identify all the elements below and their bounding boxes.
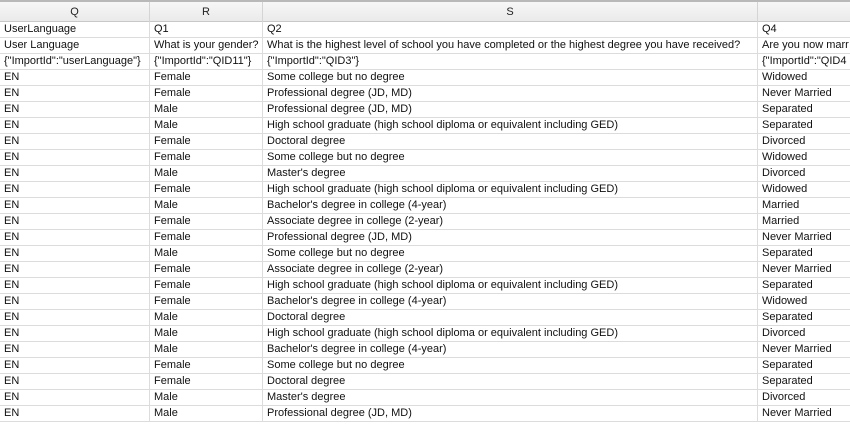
table-row (0, 390, 850, 406)
table-cell[interactable]: Bachelor's degree in college (4-year) (263, 342, 758, 357)
table-cell[interactable]: Q4 (762, 23, 777, 35)
table-cell[interactable]: Divorced (762, 391, 806, 403)
table-cell[interactable]: Divorced (762, 135, 806, 147)
table-cell[interactable]: Some college but no degree (263, 246, 758, 261)
table-cell[interactable]: Associate degree in college (2-year) (263, 262, 758, 277)
table-cell[interactable]: Female (150, 86, 263, 101)
table-cell[interactable]: Never Married (762, 263, 832, 275)
table-row (0, 278, 850, 294)
table-cell[interactable]: Professional degree (JD, MD) (263, 230, 758, 245)
table-row (0, 70, 850, 86)
table-cell[interactable]: Female (150, 150, 263, 165)
table-cell[interactable]: Separated (762, 103, 813, 115)
table-cell[interactable]: High school graduate (high school diploma or equivalent including GED) (263, 278, 758, 293)
table-cell[interactable]: High school graduate (high school diploma or equivalent including GED) (263, 118, 758, 133)
table-cell[interactable]: Q1 (150, 22, 263, 37)
column-header-r[interactable]: R (150, 2, 263, 22)
table-cell[interactable]: Divorced (762, 327, 806, 339)
table-cell[interactable]: Male (150, 326, 263, 341)
table-cell[interactable]: Widowed (762, 295, 808, 307)
table-cell[interactable]: Female (150, 214, 263, 229)
header-row (0, 54, 850, 70)
table-cell[interactable]: Bachelor's degree in college (4-year) (263, 294, 758, 309)
table-cell[interactable]: What is the highest level of school you have completed or the highest degree you have received? (263, 38, 758, 53)
table-cell[interactable]: Doctoral degree (263, 310, 758, 325)
table-row (0, 310, 850, 326)
table-cell[interactable]: Male (150, 246, 263, 261)
table-row (0, 214, 850, 230)
table-row (0, 406, 850, 422)
table-cell[interactable]: EN (0, 118, 150, 133)
table-row (0, 102, 850, 118)
table-cell[interactable]: EN (0, 374, 150, 389)
table-cell[interactable]: What is your gender? (150, 38, 263, 53)
table-cell[interactable]: EN (0, 310, 150, 325)
table-cell[interactable]: Female (150, 262, 263, 277)
table-row (0, 374, 850, 390)
table-cell[interactable]: Female (150, 230, 263, 245)
table-cell[interactable]: {"ImportId":"QID11"} (150, 54, 263, 69)
table-cell[interactable]: Female (150, 70, 263, 85)
table-row (0, 198, 850, 214)
table-row (0, 134, 850, 150)
table-cell[interactable]: Separated (762, 375, 813, 387)
table-cell[interactable]: Separated (762, 359, 813, 371)
table-cell[interactable]: {"ImportId":"QID4 (762, 55, 847, 67)
table-cell[interactable]: Married (762, 215, 800, 227)
table-cell[interactable]: EN (0, 102, 150, 117)
table-cell[interactable]: UserLanguage (0, 22, 150, 37)
table-cell[interactable]: Master's degree (263, 166, 758, 181)
table-cell[interactable]: Associate degree in college (2-year) (263, 214, 758, 229)
table-cell[interactable]: Male (150, 166, 263, 181)
table-cell[interactable]: User Language (0, 38, 150, 53)
table-cell[interactable]: Married (762, 199, 800, 211)
table-cell[interactable]: EN (0, 406, 150, 421)
table-cell[interactable]: {"ImportId":"QID3"} (263, 54, 758, 69)
table-cell[interactable]: Separated (762, 119, 813, 131)
header-row (0, 38, 850, 54)
table-cell[interactable]: EN (0, 198, 150, 213)
table-row (0, 326, 850, 342)
table-cell[interactable]: Some college but no degree (263, 150, 758, 165)
header-row (0, 22, 850, 38)
table-cell[interactable]: Male (150, 118, 263, 133)
table-cell[interactable]: High school graduate (high school diploma or equivalent including GED) (263, 182, 758, 197)
table-cell[interactable]: Professional degree (JD, MD) (263, 102, 758, 117)
table-row (0, 230, 850, 246)
table-cell[interactable]: {"ImportId":"userLanguage"} (0, 54, 150, 69)
table-cell[interactable]: EN (0, 86, 150, 101)
table-cell[interactable]: Widowed (762, 71, 808, 83)
table-cell[interactable]: Professional degree (JD, MD) (263, 406, 758, 421)
table-cell[interactable]: EN (0, 358, 150, 373)
table-cell[interactable]: Master's degree (263, 390, 758, 405)
table-row (0, 262, 850, 278)
table-cell[interactable]: Male (150, 198, 263, 213)
table-cell[interactable]: Female (150, 278, 263, 293)
table-cell[interactable]: Professional degree (JD, MD) (263, 86, 758, 101)
table-cell[interactable]: High school graduate (high school diploma or equivalent including GED) (263, 326, 758, 341)
table-row (0, 358, 850, 374)
table-cell[interactable]: Female (150, 294, 263, 309)
table-cell[interactable]: EN (0, 262, 150, 277)
table-cell[interactable]: EN (0, 246, 150, 261)
table-row (0, 182, 850, 198)
table-cell[interactable]: Female (150, 358, 263, 373)
table-cell[interactable]: Male (150, 390, 263, 405)
table-cell[interactable]: Doctoral degree (263, 374, 758, 389)
table-cell[interactable]: Bachelor's degree in college (4-year) (263, 198, 758, 213)
table-row (0, 294, 850, 310)
table-cell[interactable]: Male (150, 102, 263, 117)
table-cell[interactable]: EN (0, 134, 150, 149)
table-cell[interactable]: EN (0, 150, 150, 165)
table-cell[interactable]: Separated (762, 311, 813, 323)
column-header-bar (0, 0, 850, 22)
table-row (0, 150, 850, 166)
column-header-t[interactable] (758, 2, 850, 22)
table-cell[interactable]: EN (0, 70, 150, 85)
table-cell[interactable]: Male (150, 342, 263, 357)
table-cell[interactable]: Never Married (762, 407, 832, 419)
table-cell[interactable]: Never Married (762, 87, 832, 99)
table-cell[interactable]: EN (0, 182, 150, 197)
table-row (0, 166, 850, 182)
table-cell[interactable]: EN (0, 166, 150, 181)
table-cell[interactable]: Male (150, 310, 263, 325)
table-cell[interactable]: Widowed (762, 183, 808, 195)
table-cell[interactable]: EN (0, 278, 150, 293)
column-header-s[interactable]: S (263, 2, 758, 22)
table-row (0, 118, 850, 134)
table-row (0, 86, 850, 102)
table-cell[interactable]: Female (150, 182, 263, 197)
table-cell[interactable]: Some college but no degree (263, 70, 758, 85)
table-cell[interactable]: Male (150, 406, 263, 421)
table-cell[interactable]: EN (0, 326, 150, 341)
table-cell[interactable]: Q2 (263, 22, 758, 37)
table-row (0, 246, 850, 262)
table-cell[interactable]: Separated (762, 247, 813, 259)
table-cell[interactable]: Never Married (762, 343, 832, 355)
table-cell[interactable]: Female (150, 374, 263, 389)
column-header-q[interactable]: Q (0, 2, 150, 22)
table-cell[interactable]: EN (0, 230, 150, 245)
table-cell[interactable]: Doctoral degree (263, 134, 758, 149)
table-cell[interactable]: EN (0, 214, 150, 229)
table-cell[interactable]: Separated (762, 279, 813, 291)
table-cell[interactable]: Some college but no degree (263, 358, 758, 373)
table-cell[interactable]: Divorced (762, 167, 806, 179)
table-cell[interactable]: EN (0, 294, 150, 309)
table-cell[interactable]: Never Married (762, 231, 832, 243)
table-cell[interactable]: EN (0, 342, 150, 357)
table-row (0, 342, 850, 358)
table-cell[interactable]: Widowed (762, 151, 808, 163)
table-cell[interactable]: Are you now marr (762, 39, 849, 51)
table-cell[interactable]: Female (150, 134, 263, 149)
table-cell[interactable]: EN (0, 390, 150, 405)
